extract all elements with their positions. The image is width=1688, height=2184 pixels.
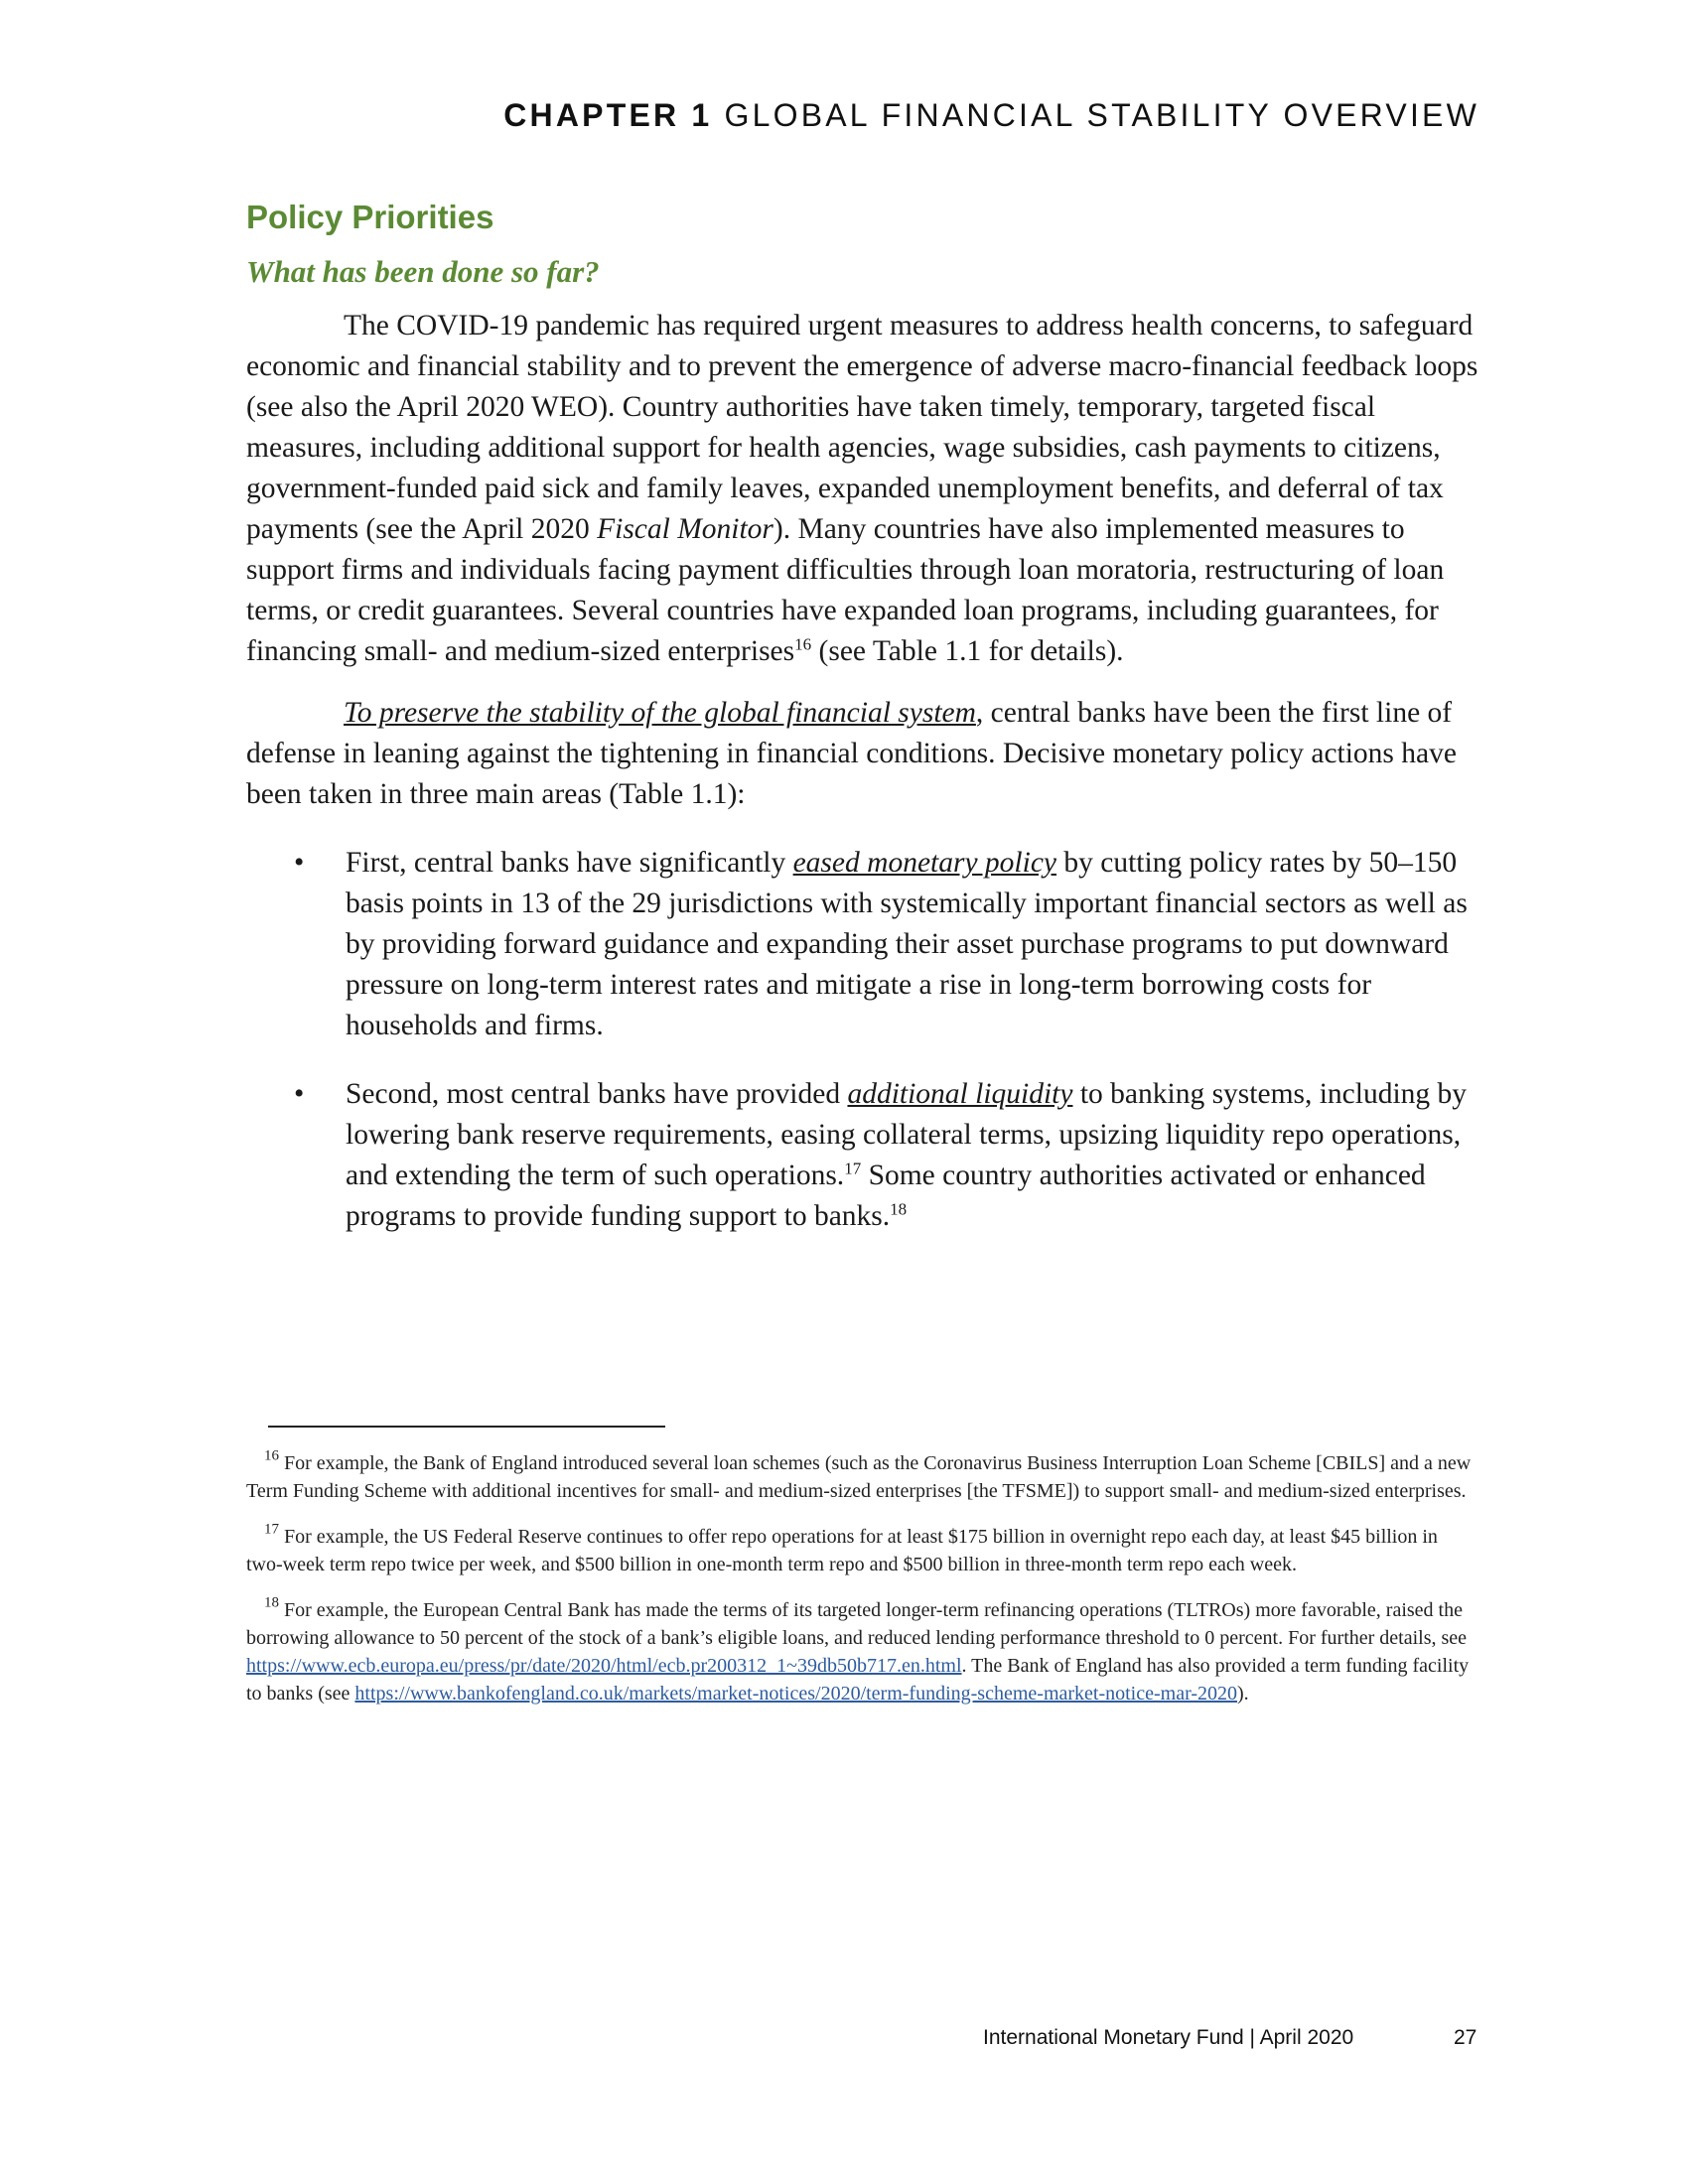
footnote-text: . The Bank of England has also provided a term funding facility to banks (see [246,1655,1470,1705]
main-content [246,195,1479,1237]
paragraph-text: ). Many countries have also implemented measures to support firms and individuals facing payment difficulties through loan moratoria, restructuring of loan terms, or credit guarantees. Several countries have expanded loan programs, including guarantees, for financing small- and medium-sized enterprises [246,513,1445,667]
boe-market-notice-link[interactable]: https://www.bankofengland.co.uk/markets/market-notices/2020/term-funding-scheme-market-notice-mar-2020 [354,1683,1238,1705]
chapter-label: CHAPTER 1 [503,97,713,133]
fiscal-monitor-title: Fiscal Monitor [597,513,774,545]
footnotes [246,1449,1477,1707]
page-number: 27 [1454,2026,1477,2049]
bullet-marker: • [294,847,305,879]
footnote-text: For example, the European Central Bank has made the terms of its targeted longer-term refinancing operations (TLTROs) more favorable, raised the borrowing allowance to 50 percent of the stock of a bank’s eligible loans, and reduced lending performance threshold to 0 percent. For further details, see [246,1599,1468,1649]
footnote-text: ). [1237,1683,1249,1705]
emphasis-global-stability: To preserve the stability of the global financial system [344,697,976,729]
chapter-title: GLOBAL FINANCIAL STABILITY OVERVIEW [724,97,1479,133]
footnote-18 [246,1596,1477,1707]
list-item [246,843,1479,1046]
paragraph-text: The COVID-19 pandemic has required urgent measures to address health concerns, to safeguard economic and financial stability and to prevent the emergence of adverse macro-financial feedback loops (see also the April 2020 WEO). Country authorities have taken timely, temporary, targeted fiscal measures, including additional support for health agencies, wage subsidies, cash payments to citizens, government-funded paid sick and family leaves, expanded unemployment benefits, and deferral of tax payments (see the April 2020 [246,310,1478,545]
list-item-text: by cutting policy rates by 50–150 basis points in 13 of the 29 jurisdictions with systemically important financial sectors as well as by providing forward guidance and expanding their asset purchase programs to put downward pressure on long-term interest rates and mitigate a rise in long-term borrowing costs for households and firms. [346,847,1468,1041]
footnote-number: 17 [264,1521,279,1538]
emphasis-additional-liquidity: additional liquidity [847,1078,1073,1110]
paragraph-text: (see Table 1.1 for details). [811,635,1124,667]
footnote-ref-16[interactable]: 16 [794,634,812,654]
section-title: Policy Priorities [246,199,494,235]
footnote-text: For example, the US Federal Reserve continues to offer repo operations for at least $175 billion in overnight repo each day, at least $45 billion in two-week term repo twice per week, and $500 billion in one-month term repo and $500 billion in three-month term repo each week. [246,1526,1438,1575]
footnote-text: For example, the Bank of England introduced several loan schemes (such as the Coronavirus Business Interruption Loan Scheme [CBILS] and a new Term Funding Scheme with additional incentives for small- and medium-sized enterprises [the TFSME]) to support small- and medium-sized enterprises. [246,1452,1472,1502]
paragraph-text: , central banks have been the first line of defense in leaning against the tightening in financial conditions. Decisive monetary policy actions have been taken in three main areas (Table 1.1): [246,697,1457,810]
list-item-text: Some country authorities activated or enhanced programs to provide funding support to banks. [346,1160,1426,1232]
running-header [503,97,1479,134]
paragraph-fiscal-measures [246,306,1479,672]
policy-actions-list [246,843,1479,1237]
section-subtitle: What has been done so far? [246,254,600,289]
page-footer: International Monetary Fund | April 2020 [983,2026,1354,2049]
footnote-number: 16 [264,1447,279,1464]
paragraph-central-banks [246,693,1479,815]
footnote-17 [246,1523,1477,1578]
footnote-16 [246,1449,1477,1505]
list-item-text: First, central banks have significantly [346,847,793,879]
list-item [246,1074,1479,1237]
bullet-marker: • [294,1078,305,1110]
footnote-ref-18[interactable]: 18 [890,1199,908,1219]
footnote-number: 18 [264,1594,279,1611]
emphasis-eased-policy: eased monetary policy [792,847,1057,879]
footnote-ref-17[interactable]: 17 [844,1159,862,1178]
list-item-text: to banking systems, including by lowering bank reserve requirements, easing collateral terms, upsizing liquidity repo operations, and extending the term of such operations. [346,1078,1468,1191]
ecb-press-link[interactable]: https://www.ecb.europa.eu/press/pr/date/2020/html/ecb.pr200312_1~39db50b717.en.html [246,1655,962,1677]
list-item-text: Second, most central banks have provided [346,1078,848,1110]
footnote-divider [268,1426,665,1428]
